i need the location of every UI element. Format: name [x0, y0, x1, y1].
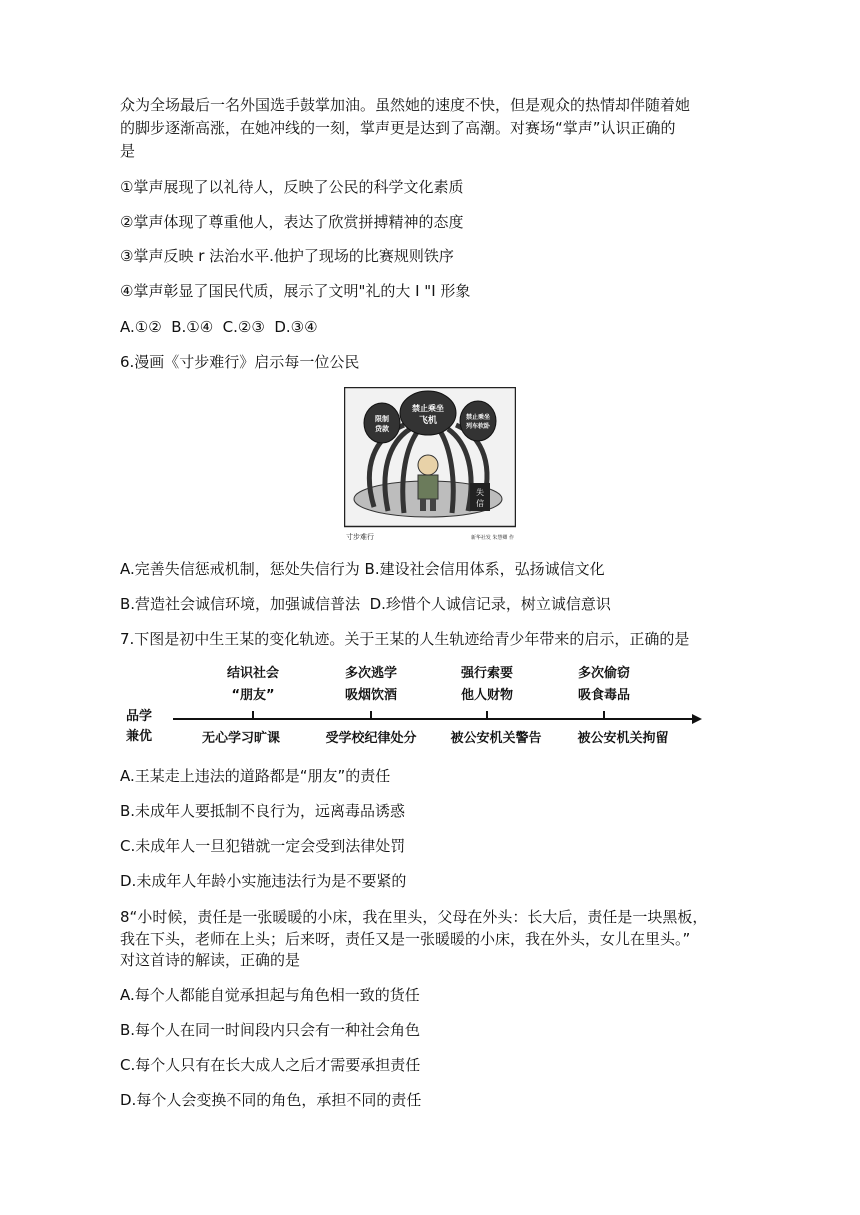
- timeline-start-label-2: 兼优: [126, 729, 153, 744]
- q7-option-a: A.王某走上违法的道路都是“朋友”的责任: [120, 767, 391, 785]
- timeline-top-2b: 吸烟饮酒: [344, 688, 398, 703]
- q5-statement-3: ③掌声反映 r 法治水平.他护了现场的比赛规则铁序: [120, 247, 454, 265]
- q8-option-b: B.每个人在同一时间段内只会有一种社会角色: [120, 1021, 421, 1039]
- q8-stem-line-1: 8“小时候，责任是一张暖暖的小床，我在里头，父母在外头：长大后，责任是一块黑板，: [120, 908, 708, 926]
- timeline-top-1b: “朋友”: [231, 688, 275, 703]
- label-plane: 禁止乘坐: [412, 404, 444, 413]
- svg-text:失: 失: [476, 488, 484, 497]
- q8-stem-line-3: 对这首诗的解读，正确的是: [120, 951, 301, 969]
- q8-stem-line-2: 我在下头，老师在上头；后来呀，责任又是一张暖暖的小床，我在外头，女儿在里头。”: [120, 930, 691, 948]
- q6-options-row-2: B.营造社会诚信环境，加强诚信普法 D.珍惜个人诚信记录，树立诚信意识: [120, 595, 611, 613]
- q6-options-row-1: A.完善失信惩戒机制，惩处失信行为 B.建设社会信用体系，弘扬诚信文化: [120, 560, 605, 578]
- timeline-top-3a: 强行索要: [460, 666, 514, 681]
- label-train-2: 列车软卧: [465, 423, 491, 430]
- q8-option-c: C.每个人只有在长大成人之后才需要承担责任: [120, 1056, 421, 1074]
- q5-stem-line-3: 是: [120, 142, 136, 160]
- label-loan-2: 贷款: [375, 425, 389, 433]
- q7-stem: 7.下图是初中生王某的变化轨迹。关于王某的人生轨迹给青少年带来的启示，正确的是: [120, 630, 690, 648]
- cartoon-image: [344, 387, 516, 543]
- timeline-bottom-1: 无心学习旷课: [201, 731, 281, 746]
- timeline-top-4a: 多次偷窃: [577, 666, 631, 681]
- timeline-top-3b: 他人财物: [460, 688, 514, 703]
- timeline-bottom-4: 被公安机关拘留: [577, 731, 669, 746]
- q6-stem: 6.漫画《寸步难行》启示每一位公民: [120, 353, 360, 371]
- timeline-top-4b: 吸食毒品: [577, 688, 631, 703]
- label-loan: 限制: [375, 415, 389, 423]
- q5-stem-line-2: 的脚步逐渐高涨，在她冲线的一刻，掌声更是达到了高潮。对赛场“掌声”认识正确的: [120, 119, 676, 137]
- q7-option-d: D.未成年人年龄小实施违法行为是不要紧的: [120, 872, 407, 890]
- timeline-top-1a: 结识社会: [226, 666, 280, 681]
- timeline-diagram: [118, 658, 718, 748]
- label-plane-2: 飞机: [418, 416, 438, 426]
- cartoon-credit: 新华社发 朱慧卿 作: [470, 535, 514, 541]
- q8-option-d: D.每个人会变换不同的角色，承担不同的责任: [120, 1091, 422, 1109]
- svg-text:信: 信: [476, 499, 484, 508]
- q5-statement-1: ①掌声展现了以礼待人，反映了公民的科学文化素质: [120, 178, 464, 196]
- q7-option-b: B.未成年人要抵制不良行为，远离毒品诱惑: [120, 802, 406, 820]
- q5-options: A.①② B.①④ C.②③ D.③④: [120, 318, 318, 336]
- timeline-bottom-3: 被公安机关警告: [450, 731, 542, 746]
- q5-statement-4: ④掌声彰显了国民代质，展示了文明"礼的大 I "I 形象: [120, 282, 471, 300]
- q5-statement-2: ②掌声体现了尊重他人，表达了欣赏拼搏精神的态度: [120, 213, 464, 231]
- timeline-bottom-2: 受学校纪律处分: [325, 731, 417, 746]
- timeline-start-label-1: 品学: [126, 709, 153, 724]
- timeline-top-2a: 多次逃学: [344, 666, 398, 681]
- q8-option-a: A.每个人都能自觉承担起与角色相一致的货任: [120, 986, 420, 1004]
- q5-stem-line-1: 众为全场最后一名外国选手鼓掌加油。虽然她的速度不快，但是观众的热情却伴随着她: [120, 96, 691, 114]
- label-train: 禁止乘坐: [465, 414, 491, 421]
- cartoon-caption: 寸步难行: [346, 533, 374, 541]
- q7-option-c: C.未成年人一旦犯错就一定会受到法律处罚: [120, 837, 406, 855]
